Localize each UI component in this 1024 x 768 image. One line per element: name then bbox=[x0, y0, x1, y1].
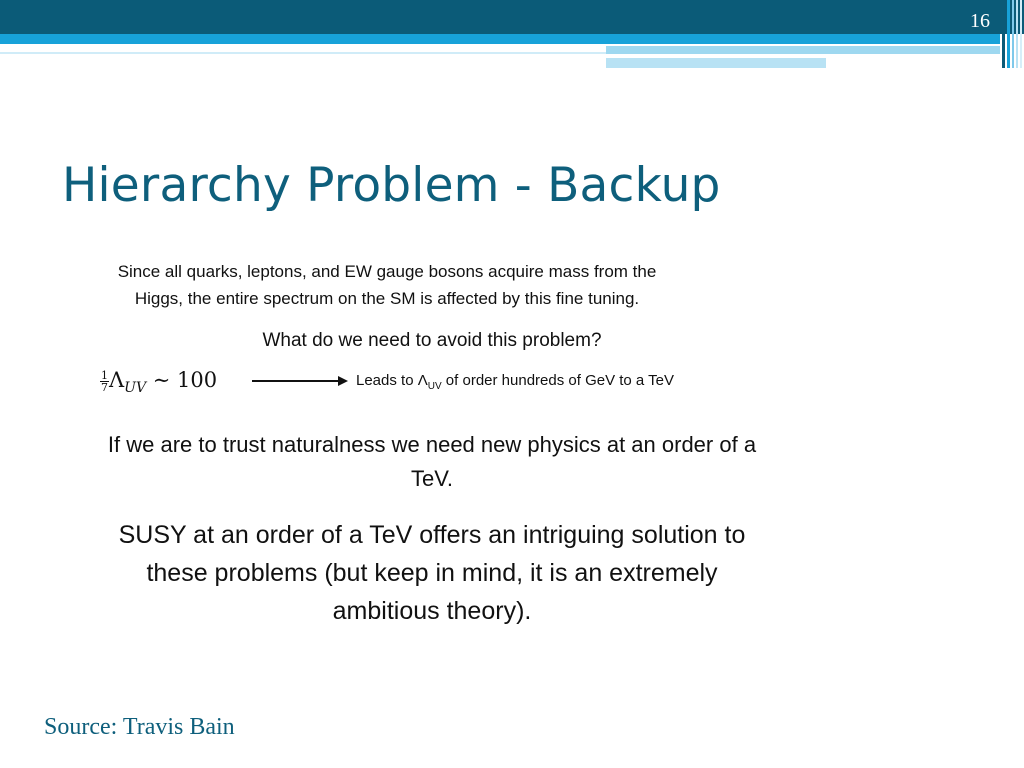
corner-bar bbox=[1002, 0, 1005, 68]
formula-relation: ∼ 100 bbox=[146, 368, 218, 392]
header-accent-band bbox=[0, 34, 1000, 44]
corner-bar bbox=[1007, 0, 1010, 68]
source-credit: Source: Travis Bain bbox=[44, 714, 235, 740]
leads-text bbox=[356, 372, 674, 392]
slide-number: 16 bbox=[970, 10, 990, 32]
slide-title: Hierarchy Problem - Backup bbox=[62, 158, 721, 213]
header-accent-stripe bbox=[606, 46, 1000, 54]
corner-bar bbox=[1012, 0, 1014, 68]
formula-row bbox=[100, 368, 780, 404]
fraction-numerator: 1 bbox=[101, 369, 108, 382]
corner-bar bbox=[1016, 0, 1018, 68]
header-band bbox=[0, 0, 1024, 34]
formula-lambda: Λ bbox=[109, 368, 125, 392]
paragraph-naturalness: If we are to trust naturalness we need new physics at an order of a TeV. bbox=[107, 432, 757, 491]
leads-suffix: of order hundreds of GeV to a TeV bbox=[441, 372, 675, 389]
fraction-denominator: 7 bbox=[101, 381, 108, 394]
formula bbox=[100, 368, 217, 396]
header-accent-stripe-short bbox=[606, 58, 826, 68]
question-text: What do we need to avoid this problem? bbox=[262, 330, 602, 351]
paragraph-mass-origin: Since all quarks, leptons, and EW gauge bosons acquire mass from the Higgs, the entire spectrum on the SM is affected by this fine tuning. bbox=[117, 262, 657, 308]
arrow-right-icon bbox=[252, 374, 348, 388]
fraction bbox=[100, 370, 109, 393]
formula-subscript: UV bbox=[124, 380, 147, 397]
paragraph-susy: SUSY at an order of a TeV offers an intriguing solution to these problems (but keep in mind, it is an extremely ambitious theory). bbox=[118, 521, 746, 625]
leads-prefix: Leads to Λ bbox=[356, 372, 428, 389]
corner-bar bbox=[1020, 0, 1022, 68]
leads-subscript: UV bbox=[427, 381, 442, 392]
